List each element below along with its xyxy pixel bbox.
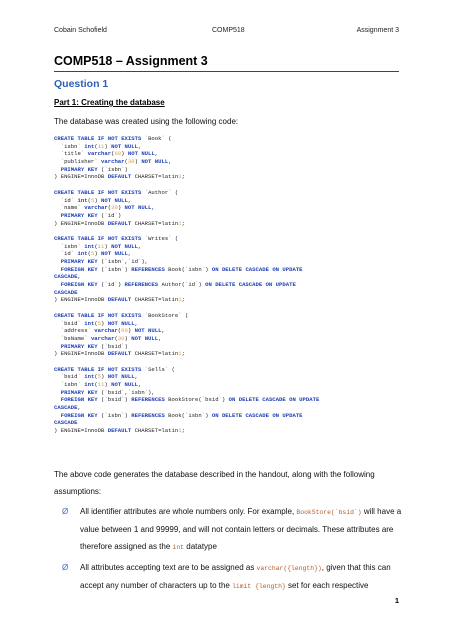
code-line: `bsid` int(5) NOT NULL, — [60, 373, 138, 381]
assumption-item — [62, 559, 402, 595]
header-course: COMP518 — [212, 27, 245, 34]
document-title: COMP518 – Assignment 3 — [54, 54, 399, 72]
code-line: `isbn` int(11) NOT NULL, — [60, 242, 142, 250]
code-line: `isbn` int(11) NOT NULL, — [60, 381, 142, 388]
code-line: CASCADE — [54, 419, 78, 427]
text-run: All attributes accepting text are to be assigned as — [80, 563, 257, 572]
text-run: All identifier attributes are whole numbers only. For example, — [80, 507, 297, 516]
code-line: ) ENGINE=InnoDB DEFAULT CHARSET=latin1; — [54, 296, 185, 304]
sql-code-listing — [54, 135, 399, 435]
code-line: `isbn` int(11) NOT NULL, — [60, 142, 142, 150]
code-line: `publisher` varchar(30) NOT NULL, — [60, 158, 172, 166]
header-author: Cobain Schofield — [54, 27, 107, 34]
code-line: PRIMARY KEY (`bsid`,`isbn`), — [60, 388, 155, 396]
text-run: set for each respective — [285, 581, 369, 590]
code-line: CREATE TABLE IF NOT EXISTS `Writes` ( — [54, 234, 179, 242]
text-run: datatype — [184, 542, 217, 551]
code-line: FOREIGN KEY (`id`) REFERENCES Author(`id`) ON DELETE CASCADE ON UPDATE — [60, 281, 296, 289]
inline-code: int — [172, 544, 185, 551]
after-code-paragraph: The above code generates the database described in the handout, along with the following assumptions: — [54, 470, 375, 496]
code-line: `bsid` int(5) NOT NULL, — [60, 319, 138, 327]
arrow-bullet-icon: Ø — [62, 507, 69, 516]
assumption-text — [80, 559, 402, 595]
code-line: FOREIGN KEY (`bsid`) REFERENCES BookStore(`bsid`) ON DELETE CASCADE ON UPDATE — [60, 396, 320, 404]
code-line: PRIMARY KEY (`isbn`,`id`), — [60, 258, 149, 265]
code-gap — [54, 358, 399, 366]
code-line: FOREIGN KEY (`isbn`) REFERENCES Book(`isbn`) ON DELETE CASCADE ON UPDATE — [60, 265, 303, 273]
code-line: `name` varchar(30) NOT NULL, — [60, 204, 155, 212]
question-heading: Question 1 — [54, 78, 109, 90]
code-line: PRIMARY KEY (`id`) — [60, 211, 122, 219]
code-line: ) ENGINE=InnoDB DEFAULT CHARSET=latin1; — [54, 219, 185, 227]
code-line: CASCADE, — [54, 404, 81, 412]
header-assignment: Assignment 3 — [356, 27, 399, 34]
code-line: CASCADE — [54, 288, 78, 296]
code-line: CREATE TABLE IF NOT EXISTS `Author` ( — [54, 188, 179, 196]
intro-text: The database was created using the following code: — [54, 117, 239, 126]
code-line: CREATE TABLE IF NOT EXISTS `Sells` ( — [54, 365, 175, 373]
arrow-bullet-icon: Ø — [62, 563, 69, 572]
code-line: ) ENGINE=InnoDB DEFAULT CHARSET=latin1; — [54, 427, 185, 435]
code-line: ) ENGINE=InnoDB DEFAULT CHARSET=latin1; — [54, 173, 185, 181]
inline-code: BookStore(`bsid`) — [296, 509, 362, 516]
code-line: `id` int(5) NOT NULL, — [60, 250, 132, 258]
code-line: `bsName` varchar(30) NOT NULL, — [60, 334, 162, 342]
code-line: CASCADE, — [54, 273, 81, 281]
code-gap — [54, 304, 399, 312]
code-line: ) ENGINE=InnoDB DEFAULT CHARSET=latin1; — [54, 350, 185, 358]
part-heading: Part 1: Creating the database — [54, 98, 165, 107]
code-line: `id` int(5) NOT NULL, — [60, 196, 132, 204]
text-run: , given that this can accept any number of characters up to the — [80, 563, 391, 590]
assumption-text — [80, 503, 402, 556]
code-line: PRIMARY KEY (`bsid`) — [60, 342, 128, 350]
inline-code: varchar({length}) — [256, 565, 322, 572]
assumption-item — [62, 503, 402, 556]
code-line: PRIMARY KEY (`isbn`) — [60, 165, 128, 173]
code-gap — [54, 181, 399, 189]
code-line: `address` varchar(60) NOT NULL, — [60, 327, 165, 335]
code-line: CREATE TABLE IF NOT EXISTS `BookStore` ( — [54, 311, 189, 319]
code-gap — [54, 227, 399, 235]
inline-code: limit {length} — [232, 583, 286, 590]
assumptions-list — [62, 503, 402, 598]
page-number: 1 — [394, 596, 399, 605]
text-run: will have a value between 1 and 99999, and will not contain letters or decimals. These attributes are therefore assigned as the — [80, 507, 402, 551]
code-line: `title` varchar(60) NOT NULL, — [60, 150, 159, 158]
code-line: FOREIGN KEY (`isbn`) REFERENCES Book(`isbn`) ON DELETE CASCADE ON UPDATE — [60, 411, 303, 419]
code-line: CREATE TABLE IF NOT EXISTS `Book` ( — [54, 135, 172, 142]
